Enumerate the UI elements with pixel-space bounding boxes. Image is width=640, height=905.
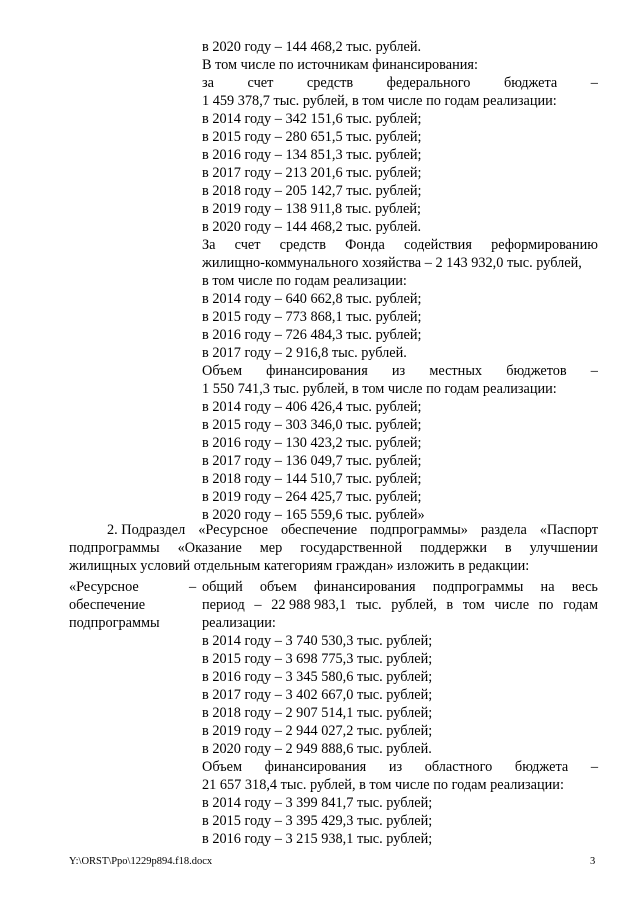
top-block-line: жилищно-коммунального хозяйства – 2 143 932,0 тыс. рублей, bbox=[202, 255, 582, 271]
bottom-block-line: реализации: bbox=[202, 615, 276, 631]
bottom-block-word: числе bbox=[494, 597, 530, 613]
bottom-block-word: областного bbox=[424, 759, 493, 775]
bottom-block-line: 21 657 318,4 тыс. рублей, в том числе по годам реализации: bbox=[202, 777, 564, 793]
top-block-word: средств bbox=[306, 75, 354, 91]
top-block-line: в 2015 году – 280 651,5 тыс. рублей; bbox=[202, 129, 422, 145]
top-block-line: в 2014 году – 406 426,4 тыс. рублей; bbox=[202, 399, 422, 415]
bottom-block-line bbox=[202, 578, 598, 596]
bottom-block-line: в 2015 году – 3 698 775,3 тыс. рублей; bbox=[202, 651, 433, 667]
top-block-line: в том числе по годам реализации: bbox=[202, 273, 407, 289]
bottom-block-line: в 2016 году – 3 215 938,1 тыс. рублей; bbox=[202, 831, 433, 847]
top-block-word: средств bbox=[279, 237, 326, 253]
label-dash: – bbox=[189, 579, 197, 595]
resource-label bbox=[69, 578, 199, 632]
bottom-block-line: в 2015 году – 3 395 429,3 тыс. рублей; bbox=[202, 813, 433, 829]
top-block-word: из bbox=[391, 363, 406, 379]
bottom-block-line: в 2020 году – 2 949 888,6 тыс. рублей. bbox=[202, 741, 432, 757]
bottom-block-word: на bbox=[540, 579, 555, 595]
top-block-line: в 2014 году – 342 151,6 тыс. рублей; bbox=[202, 111, 422, 127]
top-block-word: бюджетов bbox=[506, 363, 567, 379]
top-block-word: – bbox=[590, 75, 598, 91]
bottom-block-line: в 2016 году – 3 345 580,6 тыс. рублей; bbox=[202, 669, 433, 685]
top-block-line: в 2015 году – 773 868,1 тыс. рублей; bbox=[202, 309, 422, 325]
paragraph-word: улучшении bbox=[529, 540, 598, 556]
top-block-line: в 2019 году – 264 425,7 тыс. рублей; bbox=[202, 489, 422, 505]
bottom-block-word: объем bbox=[259, 579, 297, 595]
paragraph-word: в bbox=[504, 540, 512, 556]
top-block-word: За bbox=[202, 237, 216, 253]
paragraph-word: государственной bbox=[300, 540, 403, 556]
paragraph-word: «Ресурсное bbox=[198, 522, 268, 538]
paragraph-line-1 bbox=[69, 521, 598, 539]
bottom-block-word: финансирования bbox=[264, 759, 367, 775]
bottom-block-word: – bbox=[254, 597, 262, 613]
top-block-word: бюджета bbox=[503, 75, 558, 91]
bottom-block-word: из bbox=[388, 759, 403, 775]
top-block-line: 1 550 741,3 тыс. рублей, в том числе по годам реализации: bbox=[202, 381, 557, 397]
top-block-word: финансирования bbox=[266, 363, 368, 379]
bottom-block-line bbox=[202, 596, 598, 614]
top-block-line: в 2018 году – 144 510,7 тыс. рублей; bbox=[202, 471, 422, 487]
bottom-block-word: весь bbox=[571, 579, 598, 595]
top-block-line: в 2019 году – 138 911,8 тыс. рублей; bbox=[202, 201, 421, 217]
bottom-block-line: в 2018 году – 2 907 514,1 тыс. рублей; bbox=[202, 705, 433, 721]
top-block-line bbox=[202, 74, 598, 92]
label-line-2: обеспечение bbox=[69, 597, 146, 613]
top-block-line: в 2015 году – 303 346,0 тыс. рублей; bbox=[202, 417, 422, 433]
bottom-block-word: бюджета bbox=[514, 759, 569, 775]
top-block-word: Фонда bbox=[345, 237, 385, 253]
paragraph-word: обеспечение bbox=[280, 522, 358, 538]
footer-page-number: 3 bbox=[590, 856, 596, 867]
bottom-block-word: годам bbox=[563, 597, 598, 613]
bottom-block-word: тыс. bbox=[355, 597, 382, 613]
top-block-line: в 2016 году – 726 484,3 тыс. рублей; bbox=[202, 327, 422, 343]
label-line-1: «Ресурсное bbox=[69, 579, 139, 595]
top-block-line: в 2014 году – 640 662,8 тыс. рублей; bbox=[202, 291, 422, 307]
top-block-line: в 2016 году – 130 423,2 тыс. рублей; bbox=[202, 435, 422, 451]
top-block-word: местных bbox=[429, 363, 483, 379]
paragraph-word: 2. Подраздел bbox=[107, 522, 186, 538]
paragraph-line-3: жилищных условий отдельным категориям граждан» изложить в редакции: bbox=[69, 558, 530, 574]
bottom-block-line bbox=[202, 758, 598, 776]
bottom-block-word: – bbox=[590, 759, 598, 775]
paragraph-word: подпрограммы» bbox=[370, 522, 468, 538]
bottom-block-word: финансирования bbox=[313, 579, 416, 595]
bottom-block-word: по bbox=[538, 597, 554, 613]
top-block-word: реформированию bbox=[491, 237, 598, 253]
paragraph-line-2 bbox=[69, 539, 598, 557]
bottom-funding-block bbox=[202, 578, 598, 848]
top-funding-block bbox=[202, 38, 598, 524]
bottom-block-line: в 2014 году – 3 740 530,3 тыс. рублей; bbox=[202, 633, 433, 649]
top-block-line: в 2020 году – 144 468,2 тыс. рублей. bbox=[202, 219, 422, 235]
top-block-line bbox=[202, 236, 598, 254]
top-block-line bbox=[202, 362, 598, 380]
paragraph-word: раздела bbox=[480, 522, 527, 538]
bottom-block-word: 22 988 983,1 bbox=[271, 597, 347, 613]
bottom-block-word: рублей, bbox=[391, 597, 437, 613]
paragraph-word: поддержки bbox=[420, 540, 487, 556]
top-block-word: за bbox=[202, 75, 214, 91]
paragraph-word: подпрограммы bbox=[69, 540, 160, 556]
footer-file-path: Y:\ORST\Ppo\1229p894.f18.docx bbox=[69, 856, 213, 867]
bottom-block-word: в bbox=[446, 597, 454, 613]
top-block-word: – bbox=[590, 363, 598, 379]
bottom-block-word: том bbox=[462, 597, 485, 613]
bottom-block-word: период bbox=[202, 597, 245, 613]
bottom-block-word: общий bbox=[202, 579, 243, 595]
top-block-line: в 2017 году – 2 916,8 тыс. рублей. bbox=[202, 345, 407, 361]
top-block-line: в 2017 году – 213 201,6 тыс. рублей; bbox=[202, 165, 422, 181]
bottom-block-word: Объем bbox=[202, 759, 243, 775]
label-line-3: подпрограммы bbox=[69, 615, 160, 631]
top-block-line: В том числе по источникам финансирования: bbox=[202, 57, 478, 73]
top-block-line: 1 459 378,7 тыс. рублей, в том числе по годам реализации: bbox=[202, 93, 557, 109]
bottom-block-line: в 2017 году – 3 402 667,0 тыс. рублей; bbox=[202, 687, 433, 703]
paragraph-word: «Паспорт bbox=[539, 522, 598, 538]
top-block-line: в 2020 году – 165 559,6 тыс. рублей» bbox=[202, 507, 425, 523]
top-block-line: в 2017 году – 136 049,7 тыс. рублей; bbox=[202, 453, 422, 469]
top-block-word: счет bbox=[234, 237, 261, 253]
bottom-block-word: подпрограммы bbox=[432, 579, 524, 595]
top-block-line: в 2018 году – 205 142,7 тыс. рублей; bbox=[202, 183, 422, 199]
top-block-word: федерального bbox=[386, 75, 471, 91]
top-block-word: Объем bbox=[202, 363, 243, 379]
top-block-word: счет bbox=[247, 75, 274, 91]
bottom-block-line: в 2019 году – 2 944 027,2 тыс. рублей; bbox=[202, 723, 433, 739]
top-block-line: в 2016 году – 134 851,3 тыс. рублей; bbox=[202, 147, 422, 163]
top-block-line: в 2020 году – 144 468,2 тыс. рублей. bbox=[202, 39, 422, 55]
paragraph-word: мер bbox=[259, 540, 283, 556]
amendment-paragraph bbox=[69, 521, 598, 575]
paragraph-word: «Оказание bbox=[177, 540, 242, 556]
top-block-word: содействия bbox=[403, 237, 472, 253]
bottom-block-line: в 2014 году – 3 399 841,7 тыс. рублей; bbox=[202, 795, 433, 811]
